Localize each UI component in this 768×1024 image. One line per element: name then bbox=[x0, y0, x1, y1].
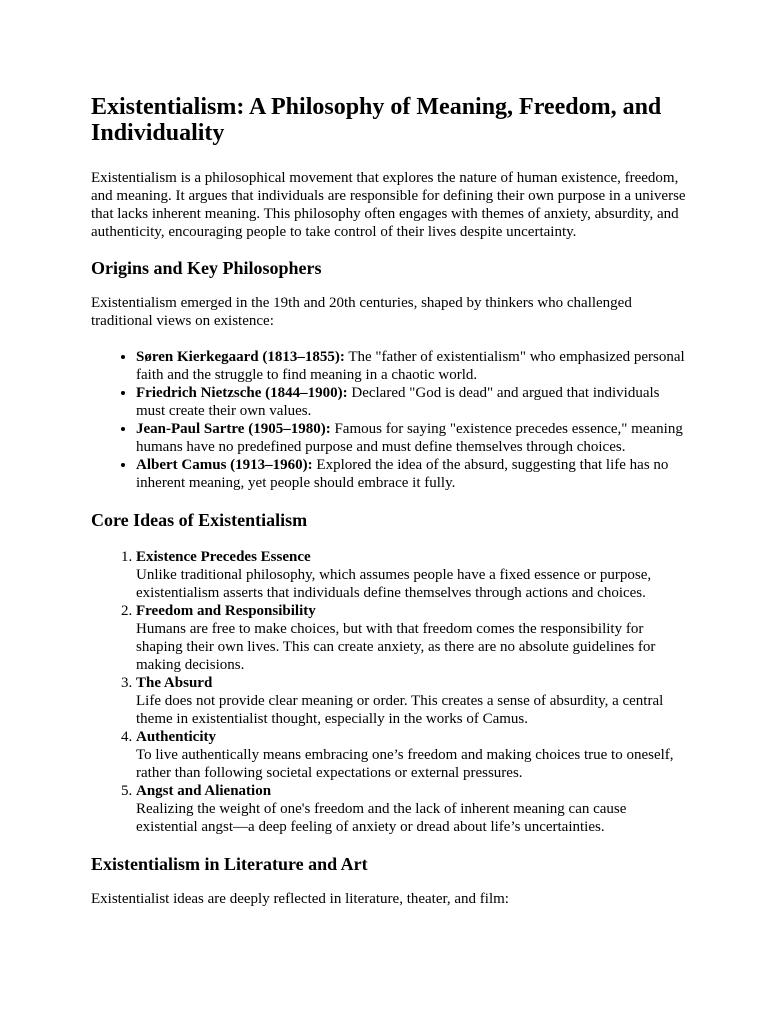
idea-title: 3. The Absurd bbox=[136, 675, 213, 691]
idea-description: Realizing the weight of one's freedom and the lack of inherent meaning can cause existential angst—a deep feeling of anxiety or dread about life’s uncertainties. bbox=[136, 801, 627, 835]
list-item bbox=[136, 728, 688, 782]
philosopher-description: Famous for saying "existence precedes essence," meaning humans have no predefined purpose and must define themselves through choices. bbox=[136, 421, 683, 455]
intro-paragraph: Existentialism is a philosophical movement that explores the nature of human existence, freedom, and meaning. It argues that individuals are responsible for defining their own purpose in a universe that lacks inherent meaning. This philosophy often engages with themes of anxiety, absurdity, and authenticity, encouraging people to take control of their lives despite uncertainty. bbox=[91, 170, 686, 240]
section-heading-literature: Existentialism in Literature and Art bbox=[91, 854, 368, 874]
idea-title: 2. Freedom and Responsibility bbox=[136, 603, 316, 619]
idea-description: Humans are free to make choices, but with that freedom comes the responsibility for shaping their own lives. This can create anxiety, as there are no absolute guidelines for making decisions. bbox=[136, 621, 656, 673]
philosopher-name: Jean-Paul Sartre (1905–1980): bbox=[136, 421, 331, 437]
literature-paragraph: Existentialist ideas are deeply reflected in literature, theater, and film: bbox=[91, 891, 509, 907]
list-item bbox=[136, 420, 688, 456]
idea-description: Life does not provide clear meaning or order. This creates a sense of absurdity, a central theme in existentialist thought, especially in the works of Camus. bbox=[136, 693, 664, 727]
idea-title: 5. Angst and Alienation bbox=[136, 783, 272, 799]
philosopher-description: The "father of existentialism" who emphasized personal faith and the struggle to find meaning in a chaotic world. bbox=[136, 349, 685, 383]
idea-description: To live authentically means embracing one’s freedom and making choices true to oneself, rather than following societal expectations or external pressures. bbox=[136, 747, 674, 781]
list-item bbox=[136, 602, 688, 674]
idea-title: 4. Authenticity bbox=[136, 729, 216, 745]
list-item bbox=[136, 782, 688, 836]
philosophers-list bbox=[91, 348, 688, 492]
section-heading-origins: Origins and Key Philosophers bbox=[91, 258, 322, 278]
origins-paragraph: Existentialism emerged in the 19th and 20th centuries, shaped by thinkers who challenged traditional views on existence: bbox=[91, 295, 632, 329]
document-title: Existentialism: A Philosophy of Meaning, Freedom, and Individuality bbox=[91, 94, 662, 146]
list-item bbox=[136, 674, 688, 728]
philosopher-name: Friedrich Nietzsche (1844–1900): bbox=[136, 385, 348, 401]
philosopher-name: Albert Camus (1913–1960): bbox=[136, 457, 313, 473]
idea-description: Unlike traditional philosophy, which assumes people have a fixed essence or purpose, existentialism asserts that individuals define themselves through actions and choices. bbox=[136, 567, 652, 601]
section-heading-core-ideas: Core Ideas of Existentialism bbox=[91, 510, 308, 530]
philosopher-description: Explored the idea of the absurd, suggesting that life has no inherent meaning, yet people should embrace it fully. bbox=[136, 457, 669, 491]
philosopher-description: Declared "God is dead" and argued that individuals must create their own values. bbox=[136, 385, 660, 419]
philosopher-name: Søren Kierkegaard (1813–1855): bbox=[136, 349, 345, 365]
list-item bbox=[136, 456, 688, 492]
list-item bbox=[136, 548, 688, 602]
idea-title: 1. Existence Precedes Essence bbox=[136, 549, 311, 565]
core-ideas-list bbox=[91, 548, 688, 836]
list-item bbox=[136, 384, 688, 420]
list-item bbox=[136, 348, 688, 384]
